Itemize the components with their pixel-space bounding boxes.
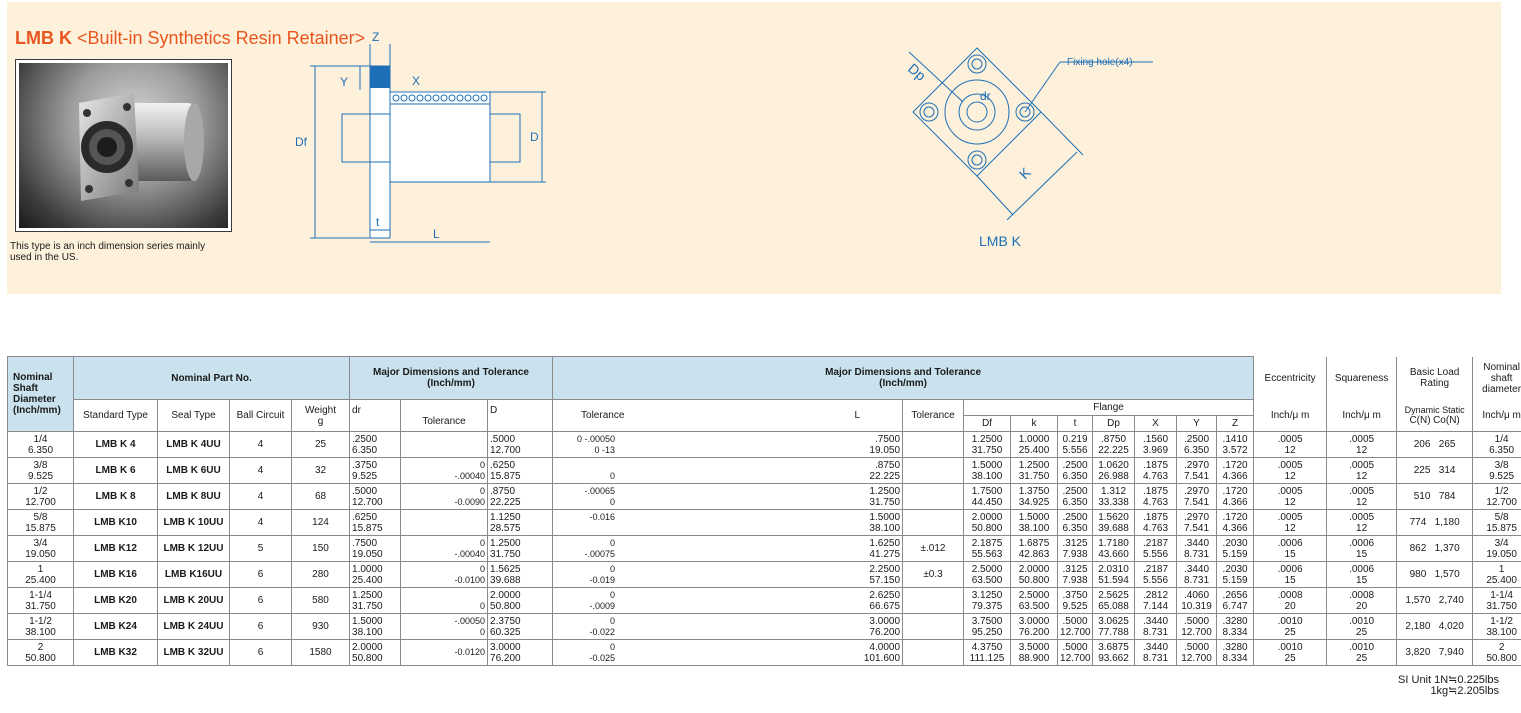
- cell-D-tolerance: -.00065 0 1.2500 31.750: [553, 484, 903, 510]
- cell-dr: .6250 15.875: [350, 510, 401, 536]
- cell-seal-type: LMB K 20UU: [158, 588, 230, 614]
- cell-ball-circuit: 6: [230, 588, 292, 614]
- cell-load-rating: 2,180 4,020: [1397, 614, 1473, 640]
- cell-dr: .5000 12.700: [350, 484, 401, 510]
- cell-df: 1.2500 31.750: [964, 432, 1011, 458]
- hdr-z: Z: [1217, 416, 1254, 432]
- label-d: D: [530, 130, 539, 144]
- cell-squareness: .0006 15: [1327, 562, 1397, 588]
- cell-D: 1.2500 31.750: [488, 536, 553, 562]
- bearing-illustration: [19, 63, 228, 228]
- cell-D-tolerance: 0 -0.025 4.0000 101.600: [553, 640, 903, 666]
- cell-z: .2030 5.159: [1217, 562, 1254, 588]
- cell-dr: 1.2500 31.750: [350, 588, 401, 614]
- hdr-D: D: [488, 400, 553, 432]
- label-l: L: [433, 227, 440, 241]
- cell-eccentricity: .0006 15: [1254, 536, 1327, 562]
- cell-L-tolerance: [903, 510, 964, 536]
- cell-dp: 2.5625 65.088: [1093, 588, 1135, 614]
- cell-D: 3.0000 76.200: [488, 640, 553, 666]
- cell-eccentricity: .0005 12: [1254, 432, 1327, 458]
- cell-dr-tolerance: 0 -.00040: [401, 458, 488, 484]
- cell-D-tolerance: 0 -.00075 1.6250 41.275: [553, 536, 903, 562]
- label-z: Z: [372, 30, 380, 44]
- cell-k: 1.0000 25.400: [1011, 432, 1058, 458]
- cell-L-tolerance: ±.012: [903, 536, 964, 562]
- cell-seal-type: LMB K 24UU: [158, 614, 230, 640]
- cell-seal-type: LMB K 32UU: [158, 640, 230, 666]
- hdr-flange: Flange: [964, 400, 1254, 416]
- cell-eccentricity: .0005 12: [1254, 458, 1327, 484]
- cell-L-tolerance: ±0.3: [903, 562, 964, 588]
- cell-t: .5000 12.700: [1058, 614, 1093, 640]
- cell-squareness: .0005 12: [1327, 458, 1397, 484]
- cell-x: .2187 5.556: [1135, 562, 1177, 588]
- cell-df: 2.0000 50.800: [964, 510, 1011, 536]
- hdr-seal-type: Seal Type: [158, 400, 230, 432]
- cell-shaft-right: 5/8 15.875: [1473, 510, 1521, 536]
- cell-L-tolerance: [903, 458, 964, 484]
- cell-weight: 150: [292, 536, 350, 562]
- label-fixing-hole: Fixing hole(x4): [1067, 57, 1133, 68]
- cell-y: .2970 7.541: [1177, 458, 1217, 484]
- label-dr: dr: [980, 89, 991, 103]
- cell-z: .1720 4.366: [1217, 458, 1254, 484]
- cell-standard-type: LMB K20: [74, 588, 158, 614]
- label-x: X: [412, 74, 421, 88]
- hdr-dp: Dp: [1093, 416, 1135, 432]
- cell-eccentricity: .0005 12: [1254, 510, 1327, 536]
- cell-weight: 1580: [292, 640, 350, 666]
- cell-D: 1.5625 39.688: [488, 562, 553, 588]
- cell-D-tolerance: 0 .8750 22.225: [553, 458, 903, 484]
- cell-dr: .3750 9.525: [350, 458, 401, 484]
- cell-seal-type: LMB K 12UU: [158, 536, 230, 562]
- cell-dp: 3.0625 77.788: [1093, 614, 1135, 640]
- cell-eccentricity: .0010 25: [1254, 614, 1327, 640]
- cell-standard-type: LMB K10: [74, 510, 158, 536]
- cell-y: .5000 12.700: [1177, 640, 1217, 666]
- cell-y: .2970 7.541: [1177, 510, 1217, 536]
- table-row: [8, 614, 1521, 640]
- cell-D-tolerance: -0.016 1.5000 38.100: [553, 510, 903, 536]
- cell-shaft-right: 3/4 19.050: [1473, 536, 1521, 562]
- cell-standard-type: LMB K24: [74, 614, 158, 640]
- cell-standard-type: LMB K 6: [74, 458, 158, 484]
- cell-shaft-right: 1/2 12.700: [1473, 484, 1521, 510]
- cell-shaft: 2 50.800: [8, 640, 74, 666]
- hdr-nominal-part: Nominal Part No.: [74, 357, 350, 400]
- cell-D: 2.0000 50.800: [488, 588, 553, 614]
- hdr-sq-unit: Inch/μ m: [1327, 400, 1397, 432]
- cell-ball-circuit: 5: [230, 536, 292, 562]
- cell-shaft-right: 2 50.800: [1473, 640, 1521, 666]
- cell-L-tolerance: [903, 640, 964, 666]
- cell-D-tolerance: 0 -.00050 0 -13 .7500 19.050: [553, 432, 903, 458]
- cell-ball-circuit: 6: [230, 614, 292, 640]
- cell-shaft: 1-1/2 38.100: [8, 614, 74, 640]
- hdr-x: X: [1135, 416, 1177, 432]
- cell-shaft-right: 1 25.400: [1473, 562, 1521, 588]
- cell-z: .1720 4.366: [1217, 510, 1254, 536]
- si-unit-note: [1398, 675, 1499, 697]
- cell-df: 1.5000 38.100: [964, 458, 1011, 484]
- cell-shaft: 1 25.400: [8, 562, 74, 588]
- cell-seal-type: LMB K 6UU: [158, 458, 230, 484]
- cell-seal-type: LMB K 8UU: [158, 484, 230, 510]
- hdr-nominal-shaft: Nominal Shaft Diameter (Inch/mm): [8, 357, 74, 432]
- cell-shaft: 3/4 19.050: [8, 536, 74, 562]
- cell-t: .3125 7.938: [1058, 536, 1093, 562]
- hdr-standard-type: Standard Type: [74, 400, 158, 432]
- cell-df: 4.3750 111.125: [964, 640, 1011, 666]
- cell-z: .2030 5.159: [1217, 536, 1254, 562]
- cell-z: .2656 6.747: [1217, 588, 1254, 614]
- hdr-L: Tolerance L: [553, 400, 903, 432]
- hdr-basic-load: Basic Load Rating: [1397, 357, 1473, 400]
- cell-shaft: 5/8 15.875: [8, 510, 74, 536]
- cell-D: .8750 22.225: [488, 484, 553, 510]
- cell-dr-tolerance: 0: [401, 588, 488, 614]
- hdr-right-unit: Inch/μ m: [1473, 400, 1521, 432]
- cell-shaft: 1/4 6.350: [8, 432, 74, 458]
- cell-seal-type: LMB K 4UU: [158, 432, 230, 458]
- hdr-major-dims-2: Major Dimensions and Tolerance (Inch/mm): [553, 357, 1254, 400]
- cell-standard-type: LMB K16: [74, 562, 158, 588]
- cell-shaft-right: 3/8 9.525: [1473, 458, 1521, 484]
- hdr-dr-tolerance: Tolerance: [401, 400, 488, 432]
- si-unit-1: SI Unit 1N≒0.225lbs: [1398, 674, 1499, 686]
- cell-load-rating: 510 784: [1397, 484, 1473, 510]
- cell-z: .3280 8.334: [1217, 640, 1254, 666]
- cell-D: .6250 15.875: [488, 458, 553, 484]
- cell-dp: 1.312 33.338: [1093, 484, 1135, 510]
- cell-shaft: 1/2 12.700: [8, 484, 74, 510]
- table-row: [8, 432, 1521, 458]
- cell-x: .3440 8.731: [1135, 614, 1177, 640]
- cell-df: 1.7500 44.450: [964, 484, 1011, 510]
- cell-x: .1875 4.763: [1135, 458, 1177, 484]
- cell-y: .4060 10.319: [1177, 588, 1217, 614]
- cell-dp: 1.7180 43.660: [1093, 536, 1135, 562]
- cell-shaft-right: 1-1/2 38.100: [1473, 614, 1521, 640]
- cell-k: 1.3750 34.925: [1011, 484, 1058, 510]
- cell-x: .2187 5.556: [1135, 536, 1177, 562]
- cell-weight: 32: [292, 458, 350, 484]
- cell-L-tolerance: [903, 484, 964, 510]
- cell-t: .2500 6.350: [1058, 510, 1093, 536]
- cell-eccentricity: .0006 15: [1254, 562, 1327, 588]
- hdr-t: t: [1058, 416, 1093, 432]
- cell-L-tolerance: [903, 432, 964, 458]
- cell-dp: 3.6875 93.662: [1093, 640, 1135, 666]
- cell-x: .1875 4.763: [1135, 484, 1177, 510]
- hdr-weight: Weight g: [292, 400, 350, 432]
- hdr-major-dims-1: Major Dimensions and Tolerance (Inch/mm): [350, 357, 553, 400]
- table-row: [8, 588, 1521, 614]
- label-dp: Dp: [905, 60, 930, 84]
- hdr-ecc-unit: Inch/μ m: [1254, 400, 1327, 432]
- cell-k: 2.5000 63.500: [1011, 588, 1058, 614]
- cell-squareness: .0005 12: [1327, 510, 1397, 536]
- side-view-drawing: [290, 28, 570, 258]
- cell-t: .2500 6.350: [1058, 484, 1093, 510]
- cell-dp: 1.0620 26.988: [1093, 458, 1135, 484]
- cell-standard-type: LMB K12: [74, 536, 158, 562]
- cell-x: .2812 7.144: [1135, 588, 1177, 614]
- label-t: t: [376, 215, 380, 229]
- bearing-image: [19, 63, 228, 228]
- cell-dr: .7500 19.050: [350, 536, 401, 562]
- cell-ball-circuit: 6: [230, 562, 292, 588]
- cell-load-rating: 1,570 2,740: [1397, 588, 1473, 614]
- si-unit-2: 1kg≒2.205lbs: [1430, 685, 1499, 697]
- cell-dr: 1.0000 25.400: [350, 562, 401, 588]
- cell-seal-type: LMB K16UU: [158, 562, 230, 588]
- cell-dr-tolerance: [401, 510, 488, 536]
- cell-standard-type: LMB K 8: [74, 484, 158, 510]
- hdr-nominal-shaft-right: Nominal shaft diameter: [1473, 357, 1521, 400]
- cell-load-rating: 862 1,370: [1397, 536, 1473, 562]
- type-note: This type is an inch dimension series mainly used in the US.: [10, 241, 206, 263]
- cell-dp: .8750 22.225: [1093, 432, 1135, 458]
- cell-dr: 2.0000 50.800: [350, 640, 401, 666]
- cell-load-rating: 3,820 7,940: [1397, 640, 1473, 666]
- cell-t: .2500 6.350: [1058, 458, 1093, 484]
- cell-z: .1720 4.366: [1217, 484, 1254, 510]
- title-bold: LMB K: [15, 28, 72, 48]
- cell-eccentricity: .0010 25: [1254, 640, 1327, 666]
- cell-dp: 1.5620 39.688: [1093, 510, 1135, 536]
- cell-L-tolerance: [903, 614, 964, 640]
- cell-x: .1560 3.969: [1135, 432, 1177, 458]
- cell-ball-circuit: 4: [230, 432, 292, 458]
- cell-t: 0.219 5.556: [1058, 432, 1093, 458]
- drawing-caption: LMB K: [979, 233, 1022, 249]
- cell-df: 2.1875 55.563: [964, 536, 1011, 562]
- cell-t: .5000 12.700: [1058, 640, 1093, 666]
- hdr-squareness: Squareness: [1327, 357, 1397, 400]
- table-row: [8, 458, 1521, 484]
- cell-t: .3125 7.938: [1058, 562, 1093, 588]
- cell-shaft-right: 1-1/4 31.750: [1473, 588, 1521, 614]
- cell-dr-tolerance: [401, 432, 488, 458]
- cell-squareness: .0010 25: [1327, 640, 1397, 666]
- hdr-y: Y: [1177, 416, 1217, 432]
- cell-ball-circuit: 4: [230, 484, 292, 510]
- cell-squareness: .0005 12: [1327, 484, 1397, 510]
- cell-weight: 124: [292, 510, 350, 536]
- cell-weight: 580: [292, 588, 350, 614]
- cell-ball-circuit: 6: [230, 640, 292, 666]
- cell-D-tolerance: 0 -0.019 2.2500 57.150: [553, 562, 903, 588]
- hdr-L-tolerance: Tolerance: [903, 400, 964, 432]
- cell-z: .3280 8.334: [1217, 614, 1254, 640]
- cell-k: 1.5000 38.100: [1011, 510, 1058, 536]
- cell-D-tolerance: 0 -0.022 3.0000 76.200: [553, 614, 903, 640]
- cell-load-rating: 980 1,570: [1397, 562, 1473, 588]
- cell-dr-tolerance: 0 -.00040: [401, 536, 488, 562]
- cell-k: 3.5000 88.900: [1011, 640, 1058, 666]
- cell-squareness: .0010 25: [1327, 614, 1397, 640]
- cell-squareness: .0006 15: [1327, 536, 1397, 562]
- table-row: [8, 562, 1521, 588]
- cell-ball-circuit: 4: [230, 458, 292, 484]
- hdr-load-units: Dynamic Static C(N) Co(N): [1397, 400, 1473, 432]
- cell-weight: 68: [292, 484, 350, 510]
- cell-t: .3750 9.525: [1058, 588, 1093, 614]
- cell-squareness: .0005 12: [1327, 432, 1397, 458]
- cell-dr: .2500 6.350: [350, 432, 401, 458]
- table-row: [8, 484, 1521, 510]
- cell-D: 2.3750 60.325: [488, 614, 553, 640]
- hdr-ball-circuit: Ball Circuit: [230, 400, 292, 432]
- hdr-dr: dr: [350, 400, 401, 432]
- hdr-k: k: [1011, 416, 1058, 432]
- cell-df: 2.5000 63.500: [964, 562, 1011, 588]
- table-row: [8, 510, 1521, 536]
- cell-D: .5000 12.700: [488, 432, 553, 458]
- cell-x: .3440 8.731: [1135, 640, 1177, 666]
- product-photo: [15, 59, 232, 232]
- cell-y: .2500 6.350: [1177, 432, 1217, 458]
- cell-shaft-right: 1/4 6.350: [1473, 432, 1521, 458]
- cell-k: 1.6875 42.863: [1011, 536, 1058, 562]
- cell-y: .3440 8.731: [1177, 562, 1217, 588]
- cell-D: 1.1250 28.575: [488, 510, 553, 536]
- cell-shaft: 1-1/4 31.750: [8, 588, 74, 614]
- cell-load-rating: 774 1,180: [1397, 510, 1473, 536]
- cell-z: .1410 3.572: [1217, 432, 1254, 458]
- cell-weight: 25: [292, 432, 350, 458]
- spec-table-body: [8, 432, 1521, 666]
- cell-shaft: 3/8 9.525: [8, 458, 74, 484]
- table-row: [8, 640, 1521, 666]
- cell-k: 2.0000 50.800: [1011, 562, 1058, 588]
- cell-ball-circuit: 4: [230, 510, 292, 536]
- cell-y: .2970 7.541: [1177, 484, 1217, 510]
- front-view-drawing: [895, 40, 1175, 255]
- cell-standard-type: LMB K32: [74, 640, 158, 666]
- cell-k: 1.2500 31.750: [1011, 458, 1058, 484]
- spec-table: [7, 356, 1521, 666]
- cell-dp: 2.0310 51.594: [1093, 562, 1135, 588]
- cell-dr-tolerance: 0 -0.0100: [401, 562, 488, 588]
- cell-eccentricity: .0005 12: [1254, 484, 1327, 510]
- cell-k: 3.0000 76.200: [1011, 614, 1058, 640]
- cell-dr-tolerance: -.00050 0: [401, 614, 488, 640]
- table-row: [8, 536, 1521, 562]
- label-df: Df: [295, 135, 307, 149]
- cell-L-tolerance: [903, 588, 964, 614]
- cell-seal-type: LMB K 10UU: [158, 510, 230, 536]
- cell-dr-tolerance: -0.0120: [401, 640, 488, 666]
- cell-dr: 1.5000 38.100: [350, 614, 401, 640]
- cell-standard-type: LMB K 4: [74, 432, 158, 458]
- cell-eccentricity: .0008 20: [1254, 588, 1327, 614]
- cell-weight: 280: [292, 562, 350, 588]
- title-subtitle: <Built-in Synthetics Resin Retainer>: [77, 28, 366, 48]
- cell-squareness: .0008 20: [1327, 588, 1397, 614]
- cell-df: 3.7500 95.250: [964, 614, 1011, 640]
- cell-df: 3.1250 79.375: [964, 588, 1011, 614]
- cell-D-tolerance: 0 -.0009 2.6250 66.675: [553, 588, 903, 614]
- label-y: Y: [340, 75, 349, 89]
- cell-y: .5000 12.700: [1177, 614, 1217, 640]
- cell-weight: 930: [292, 614, 350, 640]
- label-k: K: [1015, 164, 1034, 183]
- hdr-eccentricity: Eccentricity: [1254, 357, 1327, 400]
- cell-y: .3440 8.731: [1177, 536, 1217, 562]
- hdr-df: Df: [964, 416, 1011, 432]
- cell-dr-tolerance: 0 -0.0090: [401, 484, 488, 510]
- cell-load-rating: 206 265: [1397, 432, 1473, 458]
- cell-x: .1875 4.763: [1135, 510, 1177, 536]
- cell-load-rating: 225 314: [1397, 458, 1473, 484]
